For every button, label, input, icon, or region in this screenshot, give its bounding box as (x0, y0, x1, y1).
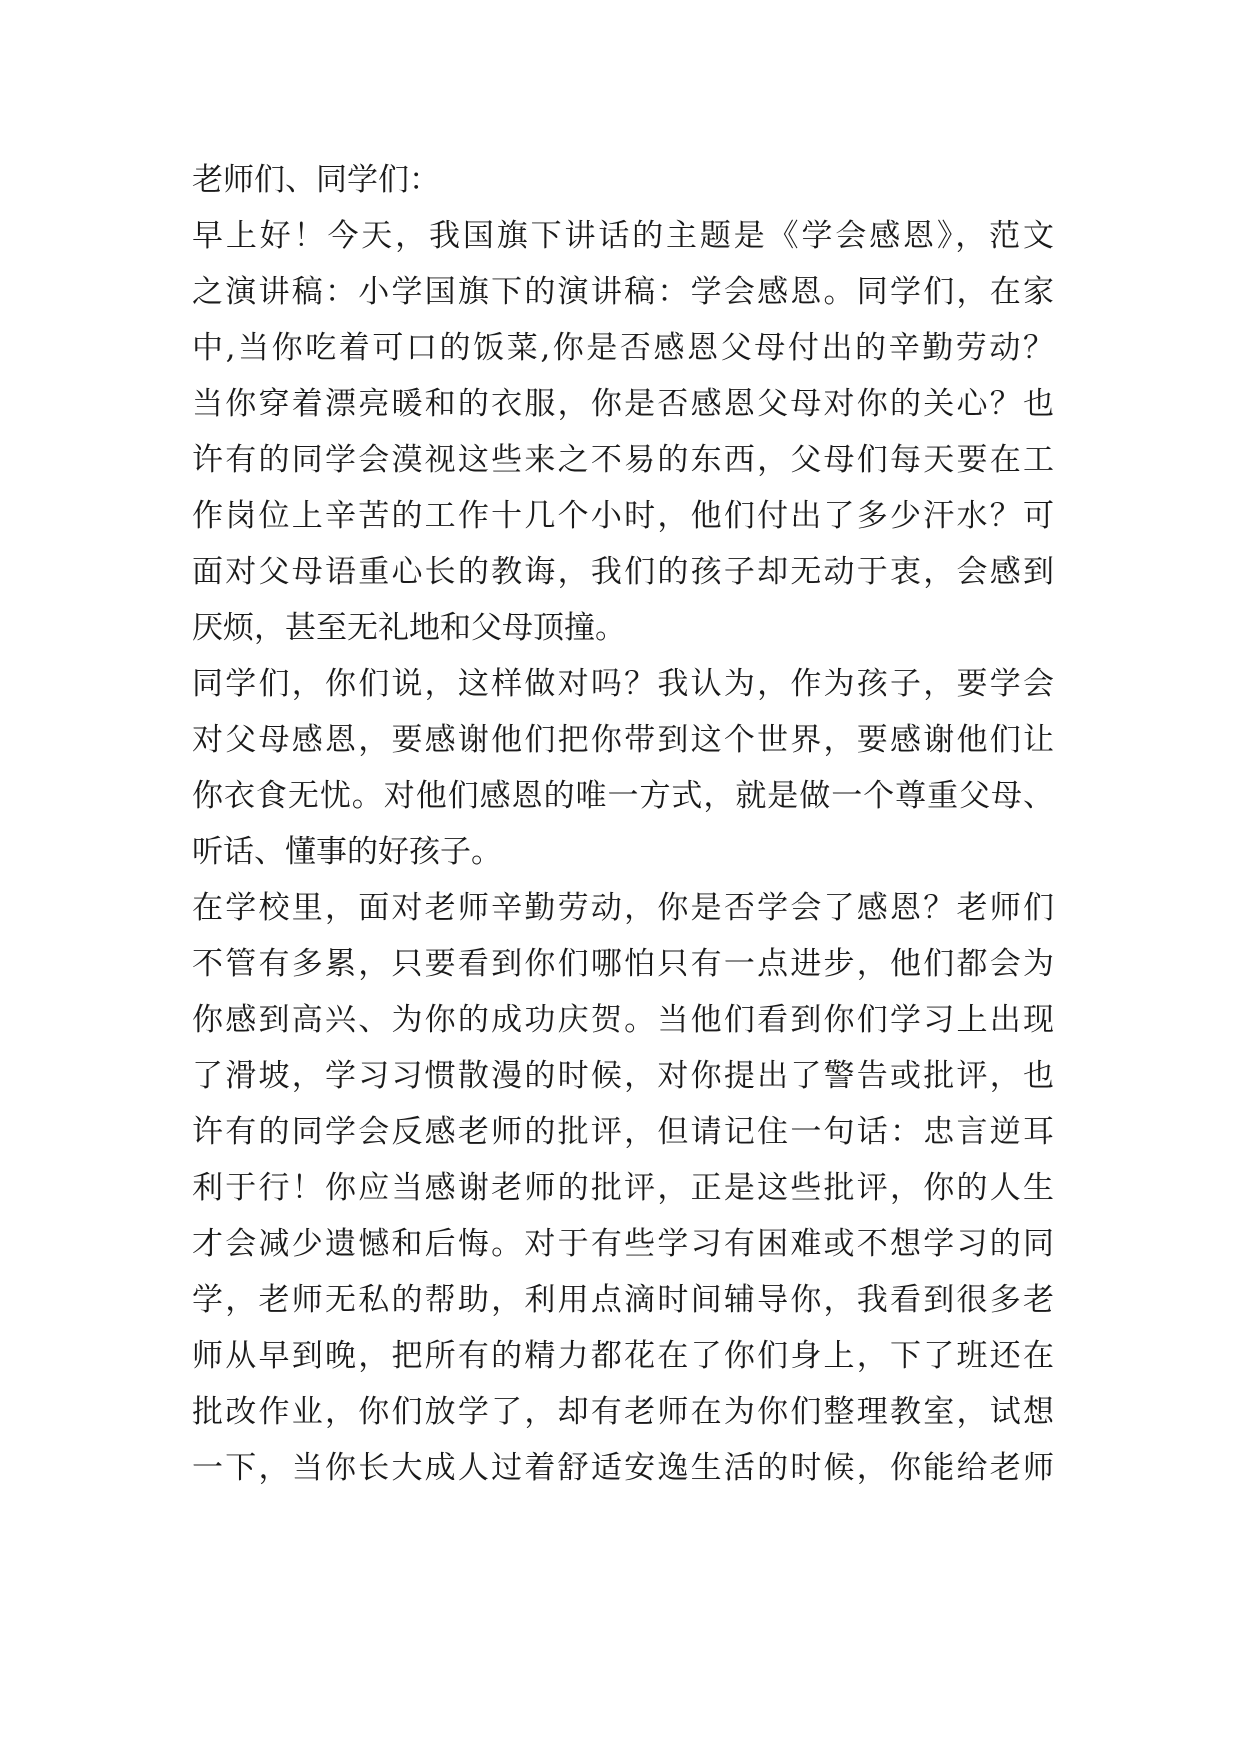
text-line: 批改作业，你们放学了，却有老师在为你们整理教室，试想 (192, 1394, 1054, 1430)
text-line: 利于行！你应当感谢老师的批评，正是这些批评，你的人生 (192, 1170, 1054, 1206)
body-paragraph-3 (192, 880, 1054, 1496)
text-line: 早上好！今天，我国旗下讲话的主题是《学会感恩》，范文 (192, 218, 1054, 254)
text-line: 厌烦，甚至无礼地和父母顶撞。 (192, 610, 626, 646)
text-line: 中,当你吃着可口的饭菜,你是否感恩父母付出的辛勤劳动？ (192, 330, 1054, 366)
text-line: 学，老师无私的帮助，利用点滴时间辅导你，我看到很多老 (192, 1282, 1054, 1318)
text-line: 一下，当你长大成人过着舒适安逸生活的时候，你能给老师 (192, 1450, 1054, 1486)
text-line: 师从早到晚，把所有的精力都花在了你们身上，下了班还在 (192, 1338, 1054, 1374)
text-line: 不管有多累，只要看到你们哪怕只有一点进步，他们都会为 (192, 946, 1054, 982)
text-line: 听话、懂事的好孩子。 (192, 834, 502, 870)
greeting-paragraph (192, 152, 1054, 208)
text-line: 当你穿着漂亮暖和的衣服，你是否感恩父母对你的关心？也 (192, 386, 1054, 422)
text-line: 才会减少遗憾和后悔。对于有些学习有困难或不想学习的同 (192, 1226, 1054, 1262)
text-line: 面对父母语重心长的教诲，我们的孩子却无动于衷，会感到 (192, 554, 1054, 590)
text-line: 你感到高兴、为你的成功庆贺。当他们看到你们学习上出现 (192, 1002, 1054, 1038)
text-line: 老师们、同学们： (192, 162, 440, 198)
text-line: 你衣食无忧。对他们感恩的唯一方式，就是做一个尊重父母、 (192, 778, 1054, 814)
text-line: 同学们，你们说，这样做对吗？我认为，作为孩子，要学会 (192, 666, 1054, 702)
text-line: 对父母感恩，要感谢他们把你带到这个世界，要感谢他们让 (192, 722, 1054, 758)
text-line: 许有的同学会漠视这些来之不易的东西，父母们每天要在工 (192, 442, 1054, 478)
text-line: 在学校里，面对老师辛勤劳动，你是否学会了感恩？老师们 (192, 890, 1054, 926)
text-line: 作岗位上辛苦的工作十几个小时，他们付出了多少汗水？可 (192, 498, 1054, 534)
text-line: 许有的同学会反感老师的批评，但请记住一句话：忠言逆耳 (192, 1114, 1054, 1150)
text-line: 了滑坡，学习习惯散漫的时候，对你提出了警告或批评，也 (192, 1058, 1054, 1094)
text-line: 之演讲稿：小学国旗下的演讲稿：学会感恩。同学们，在家 (192, 274, 1054, 310)
document-page (192, 152, 1054, 1496)
body-paragraph-2 (192, 656, 1054, 880)
body-paragraph-1 (192, 208, 1054, 656)
